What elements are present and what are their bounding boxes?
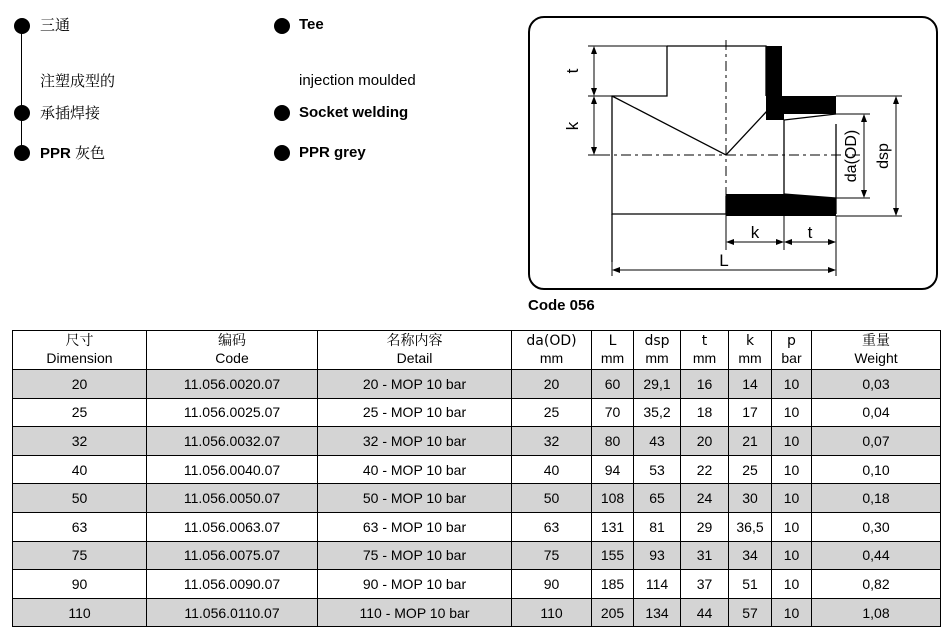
table-cell: 0,07 [812,427,941,456]
table-row [13,398,941,427]
table-cell: 10 [772,541,812,570]
table-cell: 75 [13,541,147,570]
table-cell: 110 - MOP 10 bar [318,598,512,627]
table-cell: 44 [681,598,729,627]
column-header-bottom: bar [781,350,802,366]
column-header [729,331,772,370]
column-header [681,331,729,370]
table-cell: 10 [772,484,812,513]
column-header-bottom: Code [215,350,249,366]
table-cell: 94 [592,455,634,484]
table-cell: 20 [512,370,592,399]
table-cell: 155 [592,541,634,570]
table-cell: 40 [512,455,592,484]
feature-socket-zh: 承插焊接 [40,104,101,122]
table-cell: 11.056.0075.07 [147,541,318,570]
table-row [13,598,941,627]
table-cell: 57 [729,598,772,627]
table-row [13,455,941,484]
table-cell: 17 [729,398,772,427]
column-header-top: 重量 [862,333,890,349]
column-header [13,331,147,370]
table-cell: 25 [13,398,147,427]
table-cell: 50 [512,484,592,513]
tee-outline [612,46,836,262]
column-header-top: L [608,333,617,349]
table-cell: 11.056.0032.07 [147,427,318,456]
bullet-icon [14,105,30,121]
tee-diagram [528,16,938,290]
table-cell: 63 [13,512,147,541]
table-cell: 80 [592,427,634,456]
table-cell: 20 [13,370,147,399]
column-header [634,331,681,370]
feature-moulded-zh: 注塑成型的 [40,72,116,90]
table-cell: 0,82 [812,570,941,599]
feature-ppr-en: PPR grey [299,144,366,161]
table-cell: 0,44 [812,541,941,570]
table-cell: 31 [681,541,729,570]
feature-ppr-zh [40,144,105,163]
table-cell: 90 [512,570,592,599]
product-code-caption: Code 056 [528,297,595,314]
dim-label-t-horizontal: t [807,223,813,242]
table-cell: 10 [772,398,812,427]
feature-ppr-zh-prefix: PPR [40,145,71,162]
table-cell: 1,08 [812,598,941,627]
table-cell: 29 [681,512,729,541]
column-header [592,331,634,370]
table-cell: 40 [13,455,147,484]
table-cell: 25 [512,398,592,427]
table-cell: 11.056.0025.07 [147,398,318,427]
table-cell: 70 [592,398,634,427]
table-cell: 0,30 [812,512,941,541]
socket-wall [726,46,836,216]
table-cell: 25 [729,455,772,484]
table-row [13,427,941,456]
table-cell: 11.056.0050.07 [147,484,318,513]
column-header-top: dsp [644,333,670,349]
table-cell: 34 [729,541,772,570]
feature-tee-zh: 三通 [40,16,71,34]
table-cell: 29,1 [634,370,681,399]
bullet-icon [274,145,290,161]
column-header-top: da(OD) [526,333,577,349]
spec-table [12,330,941,627]
table-cell: 40 - MOP 10 bar [318,455,512,484]
column-header-top: 尺寸 [65,333,94,349]
table-cell: 16 [681,370,729,399]
table-cell: 53 [634,455,681,484]
column-header-bottom: mm [738,350,762,366]
table-cell: 10 [772,455,812,484]
table-cell: 30 [729,484,772,513]
table-cell: 65 [634,484,681,513]
table-cell: 35,2 [634,398,681,427]
feature-tee-en: Tee [299,16,324,33]
feature-ppr-zh-suffix: 灰色 [75,144,106,162]
column-header [512,331,592,370]
table-cell: 205 [592,598,634,627]
table-row [13,570,941,599]
table-cell: 110 [512,598,592,627]
table-cell: 75 - MOP 10 bar [318,541,512,570]
table-cell: 37 [681,570,729,599]
table-cell: 10 [772,598,812,627]
table-cell: 24 [681,484,729,513]
table-cell: 20 - MOP 10 bar [318,370,512,399]
table-cell: 11.056.0063.07 [147,512,318,541]
table-cell: 11.056.0110.07 [147,598,318,627]
column-header [147,331,318,370]
table-cell: 50 - MOP 10 bar [318,484,512,513]
feature-socket-en: Socket welding [299,104,409,121]
column-header-bottom: mm [600,350,625,366]
table-cell: 90 [13,570,147,599]
table-cell: 185 [592,570,634,599]
column-header-bottom: Dimension [46,350,113,366]
bullet-icon [14,145,30,161]
table-cell: 63 [512,512,592,541]
column-header [318,331,512,370]
table-cell: 75 [512,541,592,570]
table-cell: 11.056.0040.07 [147,455,318,484]
table-row [13,484,941,513]
table-cell: 10 [772,370,812,399]
table-cell: 90 - MOP 10 bar [318,570,512,599]
table-cell: 114 [634,570,681,599]
table-cell: 81 [634,512,681,541]
feature-list-connector-line [21,28,22,154]
table-cell: 0,10 [812,455,941,484]
table-row [13,370,941,399]
table-cell: 20 [681,427,729,456]
column-header [812,331,941,370]
table-cell: 11.056.0090.07 [147,570,318,599]
table-row [13,541,941,570]
column-header-bottom: Weight [854,350,898,366]
table-cell: 131 [592,512,634,541]
column-header-bottom: mm [539,350,564,366]
table-cell: 22 [681,455,729,484]
column-header-bottom: mm [692,350,717,366]
table-cell: 10 [772,570,812,599]
table-cell: 10 [772,427,812,456]
spec-table-body [13,370,941,627]
header-row [13,331,941,370]
dim-label-k-horizontal: k [750,223,760,242]
table-cell: 134 [634,598,681,627]
column-header-top: p [787,333,796,349]
feature-moulded-en: injection moulded [299,72,416,89]
table-cell: 0,04 [812,398,941,427]
table-cell: 0,03 [812,370,941,399]
table-cell: 0,18 [812,484,941,513]
table-cell: 43 [634,427,681,456]
table-cell: 51 [729,570,772,599]
dim-label-dsp: dsp [875,143,892,169]
table-cell: 110 [13,598,147,627]
table-cell: 63 - MOP 10 bar [318,512,512,541]
table-cell: 32 - MOP 10 bar [318,427,512,456]
table-cell: 18 [681,398,729,427]
column-header-top: t [701,333,708,349]
table-cell: 108 [592,484,634,513]
table-cell: 10 [772,512,812,541]
column-header [772,331,812,370]
dim-label-da-od: da(OD) [843,129,860,183]
column-header-bottom: Detail [396,350,433,366]
socket-bore [784,114,836,198]
bullet-icon [274,105,290,121]
column-header-top: 编码 [218,333,246,349]
table-cell: 25 - MOP 10 bar [318,398,512,427]
bullet-icon [274,18,290,34]
column-header-bottom: mm [645,350,669,366]
bullet-icon [14,18,30,34]
table-cell: 93 [634,541,681,570]
table-cell: 32 [512,427,592,456]
table-cell: 50 [13,484,147,513]
spec-table-header [13,331,941,370]
dim-label-k-vertical: k [563,121,582,131]
table-cell: 60 [592,370,634,399]
column-header-top: 名称内容 [386,333,443,349]
table-cell: 14 [729,370,772,399]
table-cell: 32 [13,427,147,456]
table-cell: 21 [729,427,772,456]
table-row [13,512,941,541]
column-header-top: k [745,333,755,349]
dim-label-t-vertical: t [563,68,582,74]
table-cell: 36,5 [729,512,772,541]
table-cell: 11.056.0020.07 [147,370,318,399]
tee-drawing [530,18,940,292]
dim-label-l: L [719,251,729,270]
